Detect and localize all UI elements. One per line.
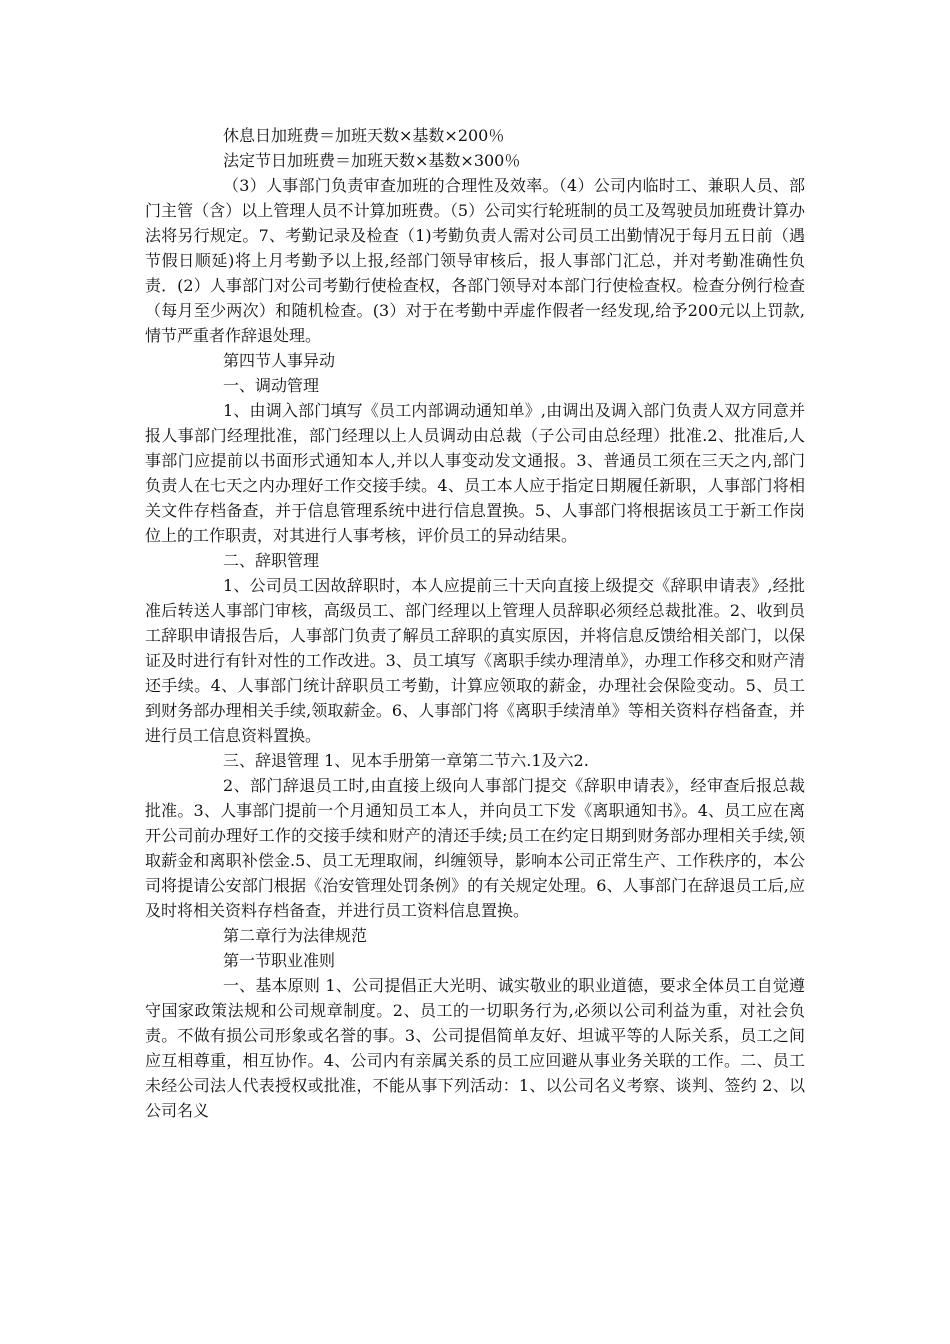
subheading-transfer: 一、调动管理 — [223, 376, 320, 395]
section-heading-professional-code: 第一节职业准则 — [223, 951, 336, 970]
transfer-paragraph: 1、由调入部门填写《员工内部调动通知单》,由调出及调入部门负责人双方同意并报人事部门经理批准，部门经理以上人员调动由总裁（子公司由总经理）批准.2、批准后,人事部门应提前以书面形式通知本人,并以人事变动发文通报。3、普通员工须在三天之内,部门负责人在七天之内办理好工作交接手续。4、员工本人应于指定日期履任新职，人事部门将相关文件存档备查，并于信息管理系统中进行信息置换。5、人事部门将根据该员工于新工作岗位上的工作职责，对其进行人事考核，评价员工的异动结果。 — [145, 401, 805, 545]
dismissal-paragraph: 2、部门辞退员工时,由直接上级向人事部门提交《辞职申请表》，经审查后报总裁批准。3、人事部门提前一个月通知员工本人，并向员工下发《离职通知书》。4、员工应在离开公司前办理好工作的交接手续和财产的清还手续;员工在约定日期到财务部办理相关手续,领取薪金和离职补偿金.5、员工无理取闹，纠缠领导，影响本公司正常生产、工作秩序的，本公司将提请公安部门根据《治安管理处罚条例》的有关规定处理。6、人事部门在辞退员工后,应及时将相关资料存档备查，并进行员工资料信息置换。 — [145, 776, 805, 920]
attendance-paragraph: （3）人事部门负责审查加班的合理性及效率。（4）公司内临时工、兼职人员、部门主管（含）以上管理人员不计算加班费。（5）公司实行轮班制的员工及驾驶员加班费计算办法将另行规定。7、考勤记录及检查（1)考勤负责人需对公司员工出勤情况于每月五日前（遇节假日顺延)将上月考勤予以上报,经部门领导审核后，报人事部门汇总，并对考勤准确性负责．(2）人事部门对公司考勤行使检查权，各部门领导对本部门行使检查权。检查分例行检查（每月至少两次）和随机检查。(3）对于在考勤中弄虚作假者一经发现,给予200元以上罚款,情节严重者作辞退处理。 — [145, 176, 805, 345]
principles-paragraph: 一、基本原则 1、公司提倡正大光明、诚实敬业的职业道德，要求全体员工自觉遵守国家政策法规和公司规章制度。2、员工的一切职务行为,必须以公司利益为重，对社会负责。不做有损公司形象或名誉的事。3、公司提倡简单友好、坦诚平等的人际关系，员工之间应互相尊重，相互协作。4、公司内有亲属关系的员工应回避从事业务关联的工作。二、员工未经公司法人代表授权或批准，不能从事下列活动：1、以公司名义考察、谈判、签约 2、以公司名义 — [145, 976, 805, 1120]
subheading-resignation: 二、辞职管理 — [223, 551, 320, 570]
resignation-paragraph: 1、公司员工因故辞职时，本人应提前三十天向直接上级提交《辞职申请表》,经批准后转送人事部门审核，高级员工、部门经理以上管理人员辞职必须经总裁批准。2、收到员工辞职申请报告后，人事部门负责了解员工辞职的真实原因，并将信息反馈给相关部门，以保证及时进行有针对性的工作改进。3、员工填写《离职手续办理清单》，办理工作移交和财产清还手续。4、人事部门统计辞职员工考勤，计算应领取的薪金，办理社会保险变动。5、员工到财务部办理相关手续,领取薪金。6、人事部门将《离职手续清单》等相关资料存档备查，并进行员工信息资料置换。 — [145, 576, 805, 745]
chapter-heading-conduct: 第二章行为法律规范 — [223, 926, 368, 945]
section-heading-personnel-change: 第四节人事异动 — [223, 351, 336, 370]
overtime-rest-day-formula: 休息日加班费＝加班天数×基数×200％ — [223, 126, 505, 145]
document-body — [145, 123, 805, 1123]
overtime-holiday-formula: 法定节日加班费＝加班天数×基数×300％ — [223, 151, 521, 170]
subheading-dismissal: 三、辞退管理 1、见本手册第一章第二节六.1及六2. — [223, 751, 589, 770]
